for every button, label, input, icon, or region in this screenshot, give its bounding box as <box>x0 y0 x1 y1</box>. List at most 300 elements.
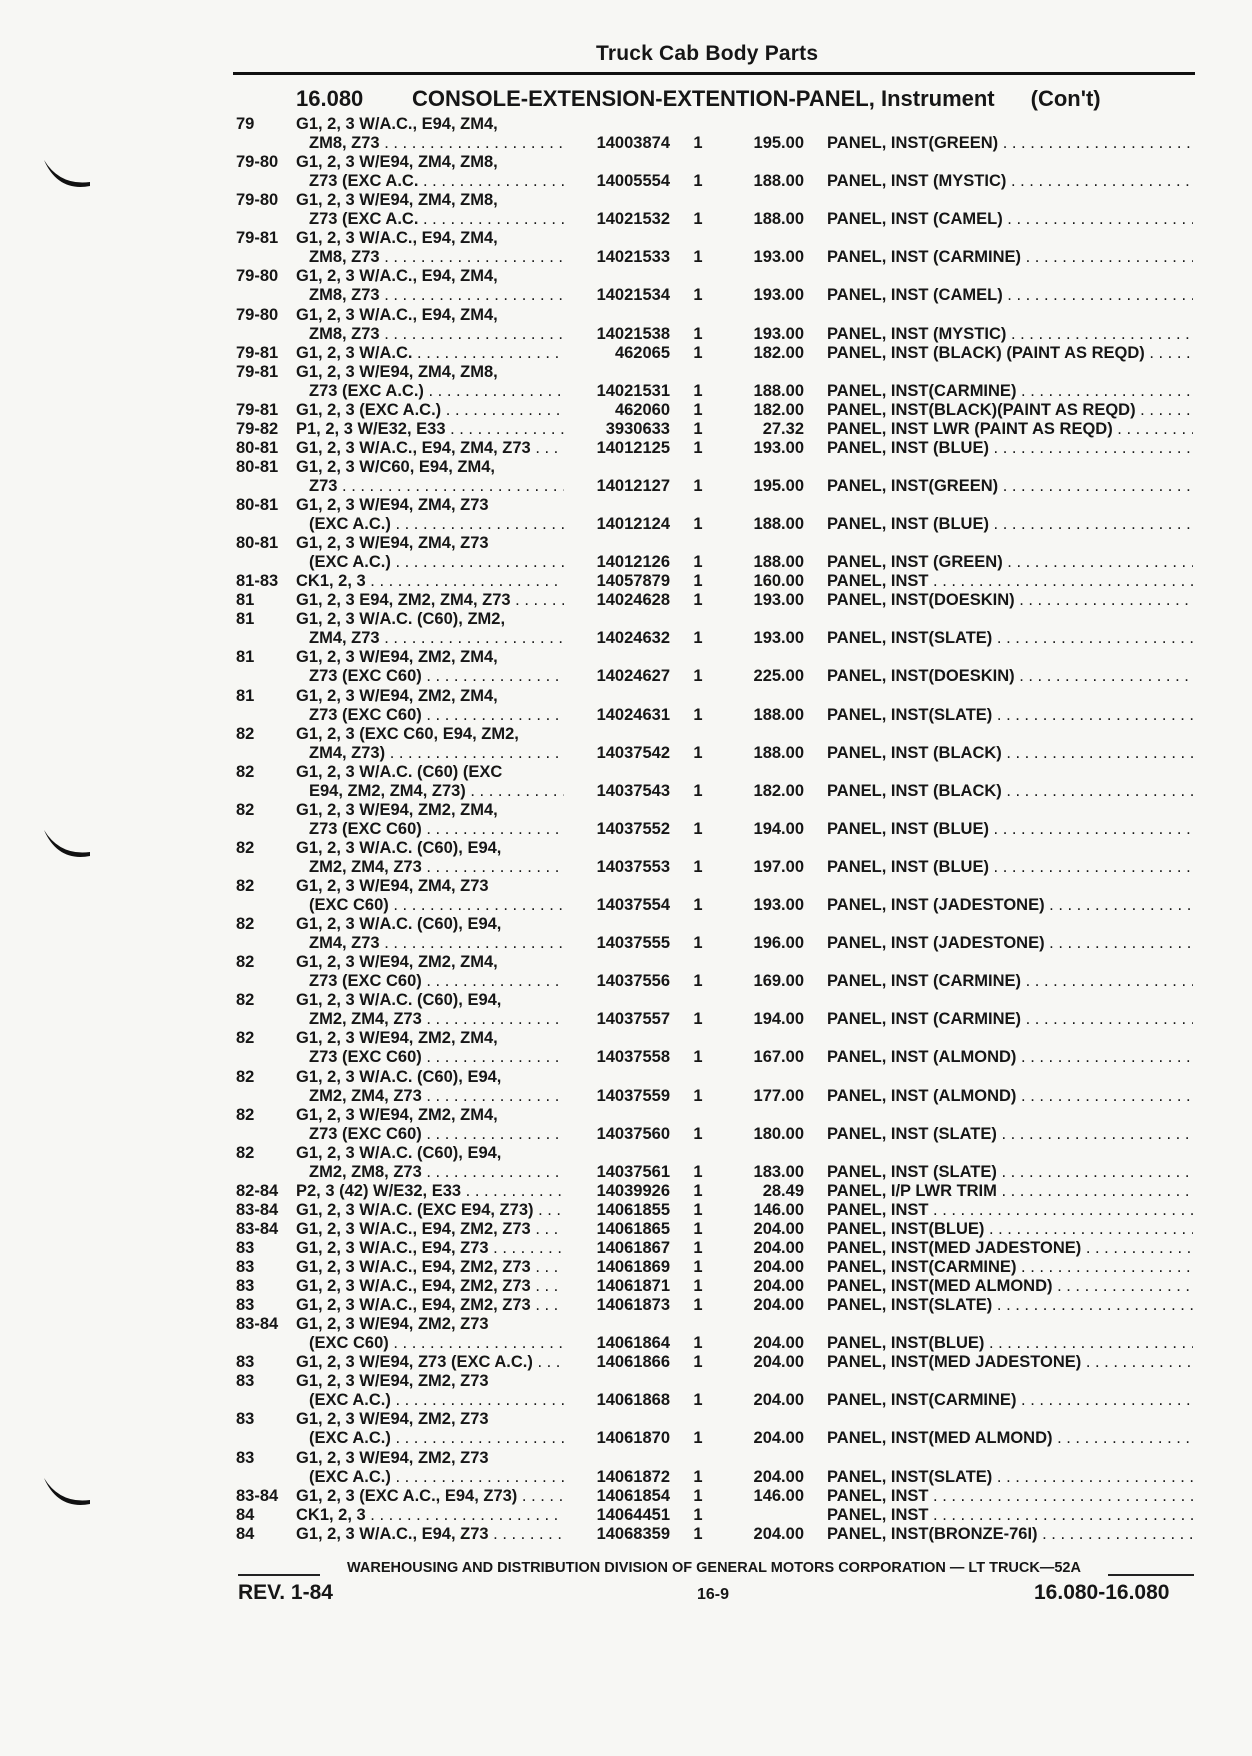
parts-row <box>0 1372 1252 1391</box>
page-title: Truck Cab Body Parts <box>596 42 819 65</box>
price-cell: 193.00 <box>753 248 804 267</box>
parts-row <box>0 972 1252 991</box>
application-cell: ZM4, Z73) . . . <box>309 744 564 763</box>
year-cell: 83 <box>236 1372 255 1391</box>
year-cell: 79-81 <box>236 343 279 362</box>
parts-row <box>0 1068 1252 1087</box>
quantity-cell: 1 <box>693 400 703 419</box>
application-cell: G1, 2, 3 W/E94, ZM2, ZM4, <box>296 800 498 819</box>
quantity-cell: 1 <box>693 1162 703 1181</box>
section-title: CONSOLE-EXTENSION-EXTENTION-PANEL, Instrument <box>412 86 995 111</box>
parts-row <box>0 1258 1252 1277</box>
price-cell: 28.49 <box>762 1181 804 1200</box>
price-cell: 188.00 <box>753 210 804 229</box>
application-cell: P1, 2, 3 W/E32, E33 . . . <box>296 420 564 439</box>
parts-row <box>0 420 1252 439</box>
year-cell: 82 <box>236 838 255 857</box>
price-cell: 204.00 <box>753 1238 804 1257</box>
price-cell: 193.00 <box>753 896 804 915</box>
application-cell: G1, 2, 3 W/E94, ZM4, Z73 <box>296 534 489 553</box>
part-name-cell: PANEL, INST (BLUE) . . . <box>827 515 1193 534</box>
year-cell: 82 <box>236 800 255 819</box>
part-name-cell: PANEL, INST (MYSTIC) . . . <box>827 172 1193 191</box>
price-cell: 204.00 <box>753 1524 804 1543</box>
quantity-cell: 1 <box>693 1277 703 1296</box>
year-cell: 83 <box>236 1258 255 1276</box>
application-cell: G1, 2, 3 W/A.C. (EXC E94, Z73) . . . <box>296 1201 564 1220</box>
price-cell: 193.00 <box>753 591 804 610</box>
parts-row <box>0 382 1252 401</box>
parts-row <box>0 1106 1252 1125</box>
price-cell: 204.00 <box>753 1334 804 1353</box>
quantity-cell: 1 <box>693 1391 703 1410</box>
part-name-cell: PANEL, INST (ALMOND) . . . <box>827 1087 1193 1106</box>
quantity-cell: 1 <box>693 1296 703 1315</box>
parts-row <box>0 801 1252 820</box>
part-name-cell: PANEL, INST(MED ALMOND) . . . <box>827 1277 1193 1296</box>
application-cell: G1, 2, 3 W/E94, ZM2, Z73 <box>296 1448 489 1467</box>
continued-label: (Con't) <box>1030 86 1101 111</box>
price-cell: 177.00 <box>753 1086 804 1105</box>
year-cell: 83-84 <box>236 1219 279 1238</box>
part-number-cell: 14024631 <box>596 705 670 724</box>
quantity-cell: 1 <box>693 1086 703 1105</box>
parts-row <box>0 591 1252 610</box>
year-cell: 79-81 <box>236 362 279 381</box>
page-number: 16-9 <box>697 1586 730 1603</box>
parts-row <box>0 1449 1252 1468</box>
part-name-cell: PANEL, INST (JADESTONE) . . . <box>827 896 1193 915</box>
application-cell: G1, 2, 3 (EXC A.C.) . . . <box>296 401 564 420</box>
application-cell: G1, 2, 3 W/E94, Z73 (EXC A.C.) . . . <box>296 1353 564 1372</box>
part-name-cell: PANEL, INST . . . <box>827 572 1193 591</box>
year-cell: 82 <box>236 1143 255 1162</box>
parts-row <box>0 191 1252 210</box>
parts-row <box>0 1277 1252 1296</box>
part-name-cell: PANEL, INST(DOESKIN) . . . <box>827 591 1193 610</box>
part-number-cell: 14064451 <box>596 1505 670 1524</box>
part-number-cell: 3930633 <box>605 419 670 438</box>
part-number-cell: 14003874 <box>596 134 670 153</box>
price-cell: 196.00 <box>753 934 804 953</box>
part-number-cell: 14068359 <box>596 1524 670 1543</box>
year-cell: 81 <box>236 648 255 667</box>
parts-row <box>0 572 1252 591</box>
parts-row <box>0 1182 1252 1201</box>
quantity-cell: 1 <box>693 438 703 457</box>
year-cell: 80-81 <box>236 496 279 514</box>
year-cell: 83 <box>236 1277 255 1296</box>
quantity-cell: 1 <box>693 343 703 362</box>
application-cell: Z73 (EXC C60) . . . <box>309 1125 564 1144</box>
application-cell: G1, 2, 3 W/E94, ZM4, ZM8, <box>296 362 498 381</box>
part-number-cell: 14061872 <box>596 1467 670 1486</box>
quantity-cell: 1 <box>693 1181 703 1200</box>
part-name-cell: PANEL, INST (GREEN) . . . <box>827 553 1193 572</box>
part-name-cell: PANEL, INST (CAMEL) . . . <box>827 286 1193 305</box>
quantity-cell: 1 <box>693 1524 703 1543</box>
parts-row <box>0 667 1252 686</box>
application-cell: G1, 2, 3 W/A.C. (C60), E94, <box>296 991 502 1010</box>
quantity-cell: 1 <box>693 857 703 876</box>
part-name-cell: PANEL, INST(CARMINE) . . . <box>827 1391 1193 1410</box>
quantity-cell: 1 <box>693 934 703 953</box>
application-cell: G1, 2, 3 W/E94, ZM2, ZM4, <box>296 1029 498 1048</box>
quantity-cell: 1 <box>693 1124 703 1143</box>
parts-row <box>0 363 1252 382</box>
part-name-cell: PANEL, INST (ALMOND) . . . <box>827 1048 1193 1067</box>
parts-row <box>0 896 1252 915</box>
parts-row <box>0 515 1252 534</box>
year-cell: 84 <box>236 1505 255 1524</box>
price-cell: 204.00 <box>753 1353 804 1372</box>
quantity-cell: 1 <box>693 629 703 648</box>
quantity-cell: 1 <box>693 248 703 267</box>
application-cell: G1, 2, 3 W/E94, ZM2, ZM4, <box>296 686 498 705</box>
quantity-cell: 1 <box>693 1467 703 1486</box>
parts-row <box>0 1391 1252 1410</box>
year-cell: 79-82 <box>236 419 279 438</box>
price-cell: 180.00 <box>753 1124 804 1143</box>
part-name-cell: PANEL, INST LWR (PAINT AS REQD) . . . <box>827 420 1193 439</box>
application-cell: G1, 2, 3 W/A.C., E94, ZM4, <box>296 267 498 286</box>
part-number-cell: 14037555 <box>596 934 670 953</box>
parts-row <box>0 1163 1252 1182</box>
quantity-cell: 1 <box>693 1429 703 1448</box>
part-number-cell: 14061855 <box>596 1200 670 1219</box>
year-cell: 83-84 <box>236 1315 279 1334</box>
year-cell: 83 <box>236 1353 255 1372</box>
application-cell: G1, 2, 3 W/A.C., E94, ZM4, Z73 . . . <box>296 439 564 458</box>
price-cell: 193.00 <box>753 629 804 648</box>
parts-row <box>0 934 1252 953</box>
part-name-cell: PANEL, INST(BLUE) . . . <box>827 1220 1193 1239</box>
application-cell: G1, 2, 3 W/E94, ZM2, ZM4, <box>296 1105 498 1124</box>
price-cell: 169.00 <box>753 972 804 991</box>
application-cell: ZM8, Z73 . . . <box>309 286 564 305</box>
year-cell: 79-80 <box>236 267 279 286</box>
quantity-cell: 1 <box>693 819 703 838</box>
price-cell: 193.00 <box>753 438 804 457</box>
parts-row <box>0 286 1252 305</box>
application-cell: G1, 2, 3 W/A.C. (C60), E94, <box>296 915 502 934</box>
part-number-cell: 14037559 <box>596 1086 670 1105</box>
application-cell: G1, 2, 3 W/A.C., E94, ZM4, <box>296 115 498 133</box>
part-name-cell: PANEL, INST(MED JADESTONE) . . . <box>827 1239 1193 1258</box>
parts-row <box>0 172 1252 191</box>
application-cell: G1, 2, 3 W/E94, ZM2, ZM4, <box>296 648 498 667</box>
part-name-cell: PANEL, INST (SLATE) . . . <box>827 1125 1193 1144</box>
price-cell: 188.00 <box>753 172 804 191</box>
year-cell: 81 <box>236 686 255 705</box>
parts-row <box>0 953 1252 972</box>
year-cell: 79-81 <box>236 229 279 248</box>
part-number-cell: 14061866 <box>596 1353 670 1372</box>
parts-row <box>0 1429 1252 1448</box>
price-cell: 188.00 <box>753 381 804 400</box>
quantity-cell: 1 <box>693 419 703 438</box>
part-name-cell: PANEL, INST(GREEN) . . . <box>827 477 1193 496</box>
application-cell: G1, 2, 3 (EXC A.C., E94, Z73) . . . <box>296 1487 564 1506</box>
part-number-cell: 14037542 <box>596 743 670 762</box>
year-cell: 84 <box>236 1524 255 1543</box>
part-name-cell: PANEL, INST(SLATE) . . . <box>827 706 1193 725</box>
part-number-cell: 14024628 <box>596 591 670 610</box>
quantity-cell: 1 <box>693 476 703 495</box>
part-number-cell: 14061871 <box>596 1277 670 1296</box>
part-name-cell: PANEL, INST (BLUE) . . . <box>827 820 1193 839</box>
price-cell: 188.00 <box>753 515 804 534</box>
part-number-cell: 14021538 <box>596 324 670 343</box>
application-cell: (EXC A.C.) . . . <box>309 515 564 534</box>
quantity-cell: 1 <box>693 1048 703 1067</box>
application-cell: G1, 2, 3 W/E94, ZM4, Z73 <box>296 496 489 514</box>
application-cell: G1, 2, 3 W/A.C., E94, ZM2, Z73 . . . <box>296 1258 564 1277</box>
application-cell: G1, 2, 3 W/A.C. . . . <box>296 344 564 363</box>
quantity-cell: 1 <box>693 553 703 572</box>
application-cell: Z73 (EXC C60) . . . <box>309 706 564 725</box>
quantity-cell: 1 <box>693 743 703 762</box>
parts-row <box>0 1410 1252 1429</box>
application-cell: Z73 (EXC C60) . . . <box>309 820 564 839</box>
part-name-cell: PANEL, INST(MED JADESTONE) . . . <box>827 1353 1193 1372</box>
part-name-cell: PANEL, INST(SLATE) . . . <box>827 1296 1193 1315</box>
section-range: 16.080-16.080 <box>1034 1581 1170 1604</box>
quantity-cell: 1 <box>693 1334 703 1353</box>
parts-row <box>0 1525 1252 1544</box>
price-cell: 193.00 <box>753 324 804 343</box>
year-cell: 83 <box>236 1448 255 1467</box>
parts-row <box>0 1239 1252 1258</box>
parts-row <box>0 153 1252 172</box>
part-number-cell: 14061865 <box>596 1219 670 1238</box>
footer-note: WAREHOUSING AND DISTRIBUTION DIVISION OF GENERAL MOTORS CORPORATION — LT TRUCK—52A <box>347 1560 1081 1576</box>
price-cell: 204.00 <box>753 1219 804 1238</box>
application-cell: (EXC A.C.) . . . <box>309 1468 564 1487</box>
parts-row <box>0 458 1252 477</box>
parts-row <box>0 134 1252 153</box>
parts-row <box>0 629 1252 648</box>
application-cell: Z73 (EXC A.C.) . . . <box>309 382 564 401</box>
parts-row <box>0 877 1252 896</box>
part-name-cell: PANEL, INST (SLATE) . . . <box>827 1163 1193 1182</box>
year-cell: 82 <box>236 1105 255 1124</box>
price-cell: 204.00 <box>753 1391 804 1410</box>
part-number-cell: 14037553 <box>596 857 670 876</box>
part-number-cell: 14012125 <box>596 438 670 457</box>
application-cell: G1, 2, 3 W/A.C., E94, ZM4, <box>296 305 498 324</box>
application-cell: G1, 2, 3 W/E94, ZM4, Z73 <box>296 877 489 895</box>
parts-row <box>0 991 1252 1010</box>
price-cell: 182.00 <box>753 781 804 800</box>
quantity-cell: 1 <box>693 781 703 800</box>
part-name-cell: PANEL, INST(MED ALMOND) . . . <box>827 1429 1193 1448</box>
price-cell: 195.00 <box>753 476 804 495</box>
part-number-cell: 14037557 <box>596 1010 670 1029</box>
application-cell: G1, 2, 3 W/A.C., E94, Z73 . . . <box>296 1239 564 1258</box>
parts-row <box>0 1334 1252 1353</box>
parts-row <box>0 439 1252 458</box>
application-cell: (EXC C60) . . . <box>309 1334 564 1353</box>
application-cell: Z73 (EXC C60) . . . <box>309 667 564 686</box>
quantity-cell: 1 <box>693 1219 703 1238</box>
part-number-cell: 14021534 <box>596 286 670 305</box>
part-name-cell: PANEL, INST(SLATE) . . . <box>827 1468 1193 1487</box>
parts-row <box>0 915 1252 934</box>
application-cell: G1, 2, 3 W/A.C. (C60) (EXC <box>296 762 503 781</box>
year-cell: 82-84 <box>236 1181 279 1200</box>
part-number-cell: 14037560 <box>596 1124 670 1143</box>
part-name-cell: PANEL, INST . . . <box>827 1201 1193 1220</box>
part-number-cell: 14061870 <box>596 1429 670 1448</box>
parts-row <box>0 725 1252 744</box>
binder-hole-mark <box>42 1474 94 1514</box>
parts-row <box>0 534 1252 553</box>
application-cell: G1, 2, 3 W/E94, ZM2, Z73 <box>296 1410 489 1429</box>
parts-row <box>0 115 1252 134</box>
part-number-cell: 14021532 <box>596 210 670 229</box>
quantity-cell: 1 <box>693 896 703 915</box>
price-cell: 194.00 <box>753 1010 804 1029</box>
quantity-cell: 1 <box>693 381 703 400</box>
year-cell: 81 <box>236 591 255 610</box>
price-cell: 183.00 <box>753 1162 804 1181</box>
price-cell: 146.00 <box>753 1486 804 1505</box>
parts-row <box>0 1087 1252 1106</box>
parts-row <box>0 1506 1252 1525</box>
parts-row <box>0 1125 1252 1144</box>
year-cell: 79-80 <box>236 153 279 172</box>
parts-row <box>0 1353 1252 1372</box>
part-name-cell: PANEL, INST(BLACK)(PAINT AS REQD) . . . <box>827 401 1193 420</box>
part-number-cell: 14061867 <box>596 1238 670 1257</box>
year-cell: 79-80 <box>236 305 279 324</box>
application-cell: Z73 . . . <box>309 477 564 496</box>
application-cell: G1, 2, 3 W/A.C., E94, ZM2, Z73 . . . <box>296 1296 564 1315</box>
application-cell: G1, 2, 3 W/A.C., E94, ZM4, <box>296 229 498 248</box>
part-name-cell: PANEL, INST (CAMEL) . . . <box>827 210 1193 229</box>
part-number-cell: 14021533 <box>596 248 670 267</box>
year-cell: 82 <box>236 724 255 743</box>
application-cell: ZM8, Z73 . . . <box>309 325 564 344</box>
parts-row <box>0 1144 1252 1163</box>
quantity-cell: 1 <box>693 286 703 305</box>
parts-row <box>0 610 1252 629</box>
part-number-cell: 462060 <box>614 400 670 419</box>
quantity-cell: 1 <box>693 210 703 229</box>
application-cell: G1, 2, 3 E94, ZM2, ZM4, Z73 . . . <box>296 591 564 610</box>
part-name-cell: PANEL, INST(DOESKIN) . . . <box>827 667 1193 686</box>
part-name-cell: PANEL, INST(SLATE) . . . <box>827 629 1193 648</box>
parts-row <box>0 839 1252 858</box>
application-cell: G1, 2, 3 W/A.C. (C60), E94, <box>296 1143 502 1162</box>
quantity-cell: 1 <box>693 972 703 991</box>
application-cell: G1, 2, 3 W/A.C. (C60), E94, <box>296 838 502 857</box>
application-cell: G1, 2, 3 W/A.C. (C60), E94, <box>296 1067 502 1086</box>
quantity-cell: 1 <box>693 1238 703 1257</box>
year-cell: 83-84 <box>236 1200 279 1219</box>
parts-row <box>0 1010 1252 1029</box>
application-cell: G1, 2, 3 W/E94, ZM4, ZM8, <box>296 153 498 172</box>
binder-hole-mark <box>42 826 94 866</box>
application-cell: ZM2, ZM4, Z73 . . . <box>309 1010 564 1029</box>
application-cell: CK1, 2, 3 . . . <box>296 1506 564 1525</box>
price-cell: 204.00 <box>753 1277 804 1296</box>
quantity-cell: 1 <box>693 1258 703 1276</box>
year-cell: 79-81 <box>236 400 279 419</box>
price-cell: 160.00 <box>753 572 804 591</box>
part-name-cell: PANEL, I/P LWR TRIM . . . <box>827 1182 1193 1201</box>
application-cell: G1, 2, 3 W/C60, E94, ZM4, <box>296 457 495 476</box>
part-number-cell: 14061869 <box>596 1258 670 1276</box>
parts-row <box>0 210 1252 229</box>
price-cell: 204.00 <box>753 1467 804 1486</box>
application-cell: (EXC A.C.) . . . <box>309 1391 564 1410</box>
quantity-cell: 1 <box>693 172 703 191</box>
parts-row <box>0 858 1252 877</box>
part-number-cell: 14012124 <box>596 515 670 534</box>
part-number-cell: 462065 <box>614 343 670 362</box>
parts-row <box>0 1487 1252 1506</box>
parts-row <box>0 687 1252 706</box>
application-cell: Z73 (EXC A.C. . . . <box>309 210 564 229</box>
parts-row <box>0 267 1252 286</box>
year-cell: 80-81 <box>236 438 279 457</box>
year-cell: 83 <box>236 1296 255 1315</box>
price-cell: 204.00 <box>753 1296 804 1315</box>
year-cell: 80-81 <box>236 534 279 553</box>
part-number-cell: 14037543 <box>596 781 670 800</box>
price-cell: 195.00 <box>753 134 804 153</box>
application-cell: ZM2, ZM8, Z73 . . . <box>309 1163 564 1182</box>
parts-row <box>0 1315 1252 1334</box>
application-cell: ZM8, Z73 . . . <box>309 248 564 267</box>
part-number-cell: 14024632 <box>596 629 670 648</box>
application-cell: P2, 3 (42) W/E32, E33 . . . <box>296 1182 564 1201</box>
part-name-cell: PANEL, INST(BRONZE-76I) . . . <box>827 1525 1193 1544</box>
price-cell: 193.00 <box>753 286 804 305</box>
parts-row <box>0 344 1252 363</box>
part-number-cell: 14037554 <box>596 896 670 915</box>
quantity-cell: 1 <box>693 591 703 610</box>
parts-row <box>0 1296 1252 1315</box>
quantity-cell: 1 <box>693 1353 703 1372</box>
application-cell: (EXC C60) . . . <box>309 896 564 915</box>
year-cell: 81-83 <box>236 572 279 591</box>
quantity-cell: 1 <box>693 1505 703 1524</box>
part-name-cell: PANEL, INST (BLUE) . . . <box>827 439 1193 458</box>
year-cell: 80-81 <box>236 457 279 476</box>
footer-rule-left <box>238 1574 320 1576</box>
application-cell: Z73 (EXC C60) . . . <box>309 1048 564 1067</box>
application-cell: CK1, 2, 3 . . . <box>296 572 564 591</box>
application-cell: G1, 2, 3 W/A.C., E94, ZM2, Z73 . . . <box>296 1220 564 1239</box>
year-cell: 79-80 <box>236 191 279 210</box>
price-cell: 188.00 <box>753 705 804 724</box>
part-number-cell: 14039926 <box>596 1181 670 1200</box>
part-number-cell: 14024627 <box>596 667 670 686</box>
year-cell: 83 <box>236 1410 255 1429</box>
application-cell: ZM2, ZM4, Z73 . . . <box>309 858 564 877</box>
application-cell: ZM4, Z73 . . . <box>309 629 564 648</box>
parts-row <box>0 1468 1252 1487</box>
part-name-cell: PANEL, INST (JADESTONE) . . . <box>827 934 1193 953</box>
parts-row <box>0 820 1252 839</box>
year-cell: 82 <box>236 1029 255 1048</box>
price-cell: 225.00 <box>753 667 804 686</box>
parts-row <box>0 1201 1252 1220</box>
price-cell: 188.00 <box>753 743 804 762</box>
